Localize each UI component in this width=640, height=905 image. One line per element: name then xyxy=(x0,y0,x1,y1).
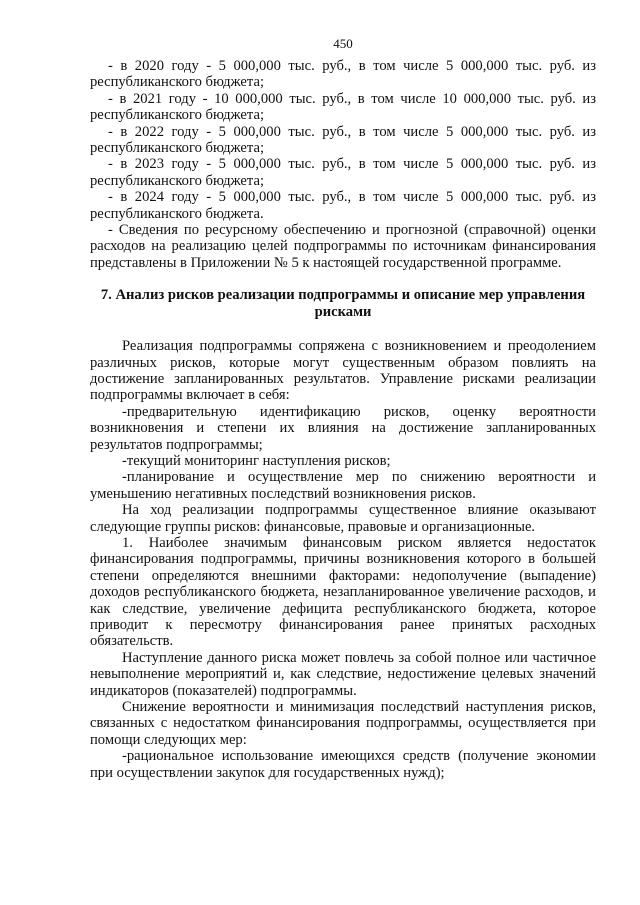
page-number: 450 xyxy=(333,36,353,51)
document-page xyxy=(90,36,596,781)
list-item-planning: -планирование и осуществление мер по снижению вероятности и уменьшению негативных последствий возникновения рисков. xyxy=(90,469,596,502)
paragraph-risk-groups: На ход реализации подпрограммы существенное влияние оказывают следующие группы рисков: финансовые, правовые и организационные. xyxy=(90,502,596,535)
list-item-monitoring: -текущий мониторинг наступления рисков; xyxy=(122,452,391,469)
paragraph-consequences: Наступление данного риска может повлечь за собой полное или частичное невыполнение мероприятий и, как следствие, недостижение целевых значений индикаторов (показателей) подпрограммы. xyxy=(90,649,596,699)
funding-line-2020: - в 2020 году - 5 000,000 тыс. руб., в том числе 5 000,000 тыс. руб. из республиканского бюджета; xyxy=(90,58,596,91)
funding-line-2021: - в 2021 году - 10 000,000 тыс. руб., в том числе 10 000,000 тыс. руб. из республиканского бюджета; xyxy=(90,90,596,124)
resources-reference: - Сведения по ресурсному обеспечению и прогнозной (справочной) оценки расходов на реализацию целей подпрограммы по источникам финансирования представлены в Приложении № 5 к настоящей государственной программе. xyxy=(90,222,596,271)
paragraph-mitigation: Снижение вероятности и минимизация последствий наступления рисков, связанных с недостатком финансирования подпрограммы, осуществляется при помощи следующих мер: xyxy=(90,699,596,748)
section-heading: 7. Анализ рисков реализации подпрограммы и описание мер управления рисками xyxy=(100,287,586,320)
list-item-rational-use: -рациональное использование имеющихся средств (получение экономии при осуществлении закупок для государственных нужд); xyxy=(90,748,596,781)
funding-line-2022: - в 2022 году - 5 000,000 тыс. руб., в том числе 5 000,000 тыс. руб. из республиканского бюджета; xyxy=(90,123,596,157)
funding-line-2024: - в 2024 году - 5 000,000 тыс. руб., в том числе 5 000,000 тыс. руб. из республиканского бюджета. xyxy=(90,189,596,222)
paragraph-financial-risk: 1. Наиболее значимым финансовым риском является недостаток финансирования подпрограммы, причины возникновения которого в большей степени определяются внешними факторами: недополучение (выпадение) доходов республиканского бюджета, незапланированное увеличение расходов, и как следствие, увеличение дефицита республиканского бюджета, которое приводит к пересмотру финансирования ранее принятых расходных обязательств. xyxy=(90,534,596,650)
funding-line-2023: - в 2023 году - 5 000,000 тыс. руб., в том числе 5 000,000 тыс. руб. из республиканского бюджета; xyxy=(90,156,596,189)
list-item-identification: -предварительную идентификацию рисков, оценку вероятности возникновения и степени их влияния на достижение запланированных результатов подпрограммы; xyxy=(90,403,596,453)
paragraph-intro: Реализация подпрограммы сопряжена с возникновением и преодолением различных рисков, которые могут существенным образом повлиять на достижение запланированных результатов. Управление рисками реализации подпрограммы включает в себя: xyxy=(90,338,596,404)
